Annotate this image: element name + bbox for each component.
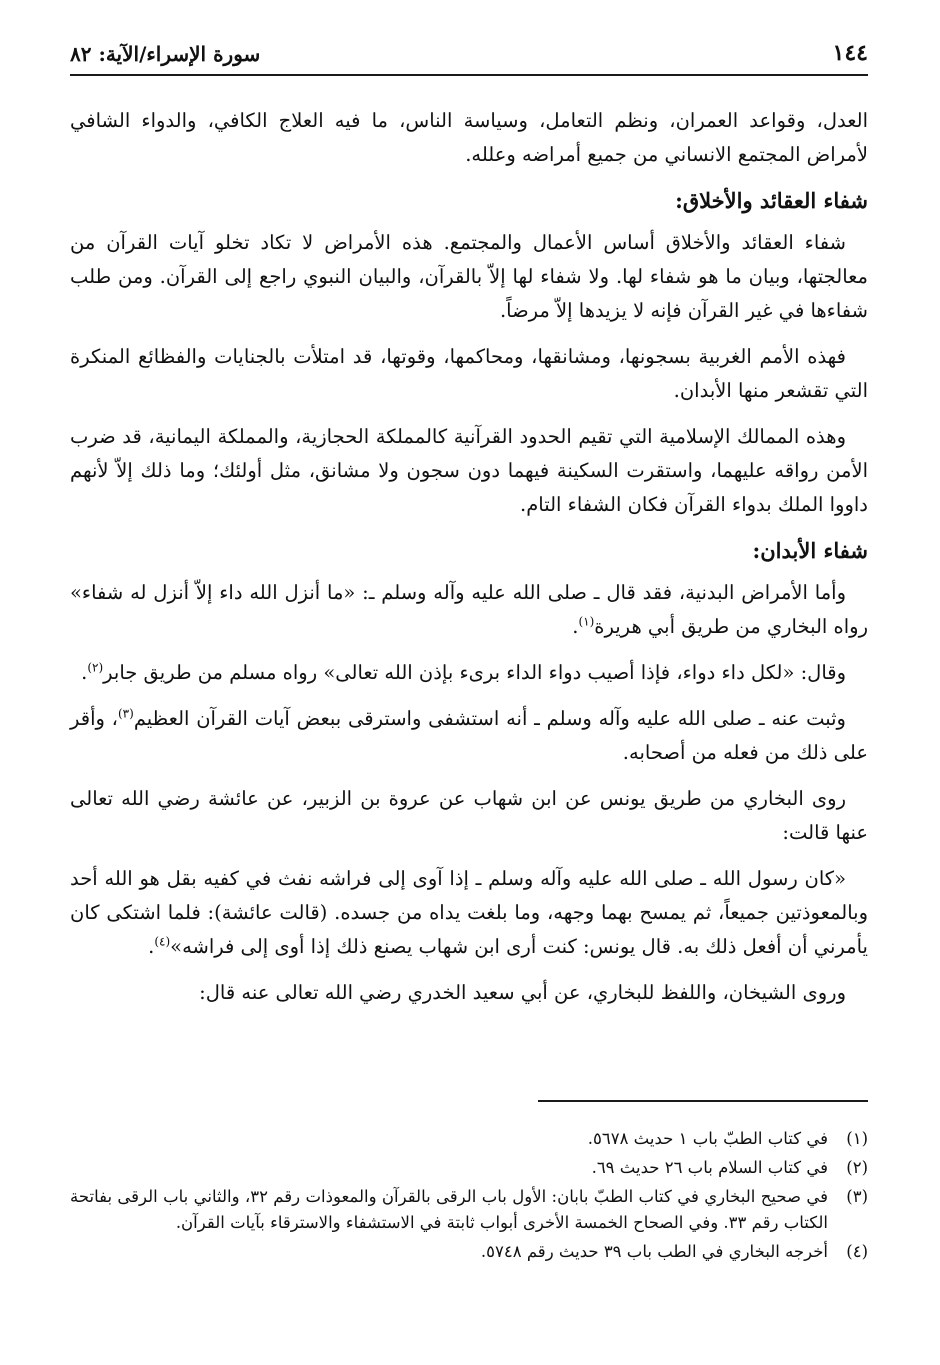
footnote-number: (١) (846, 1129, 868, 1148)
paragraph-istishfa (70, 702, 868, 770)
sentence-end: . (572, 615, 579, 638)
paragraph-aqaid: شفاء العقائد والأخلاق أساس الأعمال والمجتمع. هذه الأمراض لا تكاد تخلو آيات القرآن من معالجتها، وبيان ما هو شفاء لها. ولا شفاء لها إلاّ بالقرآن، والبيان النبوي راجع إلى القرآن. ومن طلب شفاءها في غير القرآن فإنه لا يزيدها إلاّ مرضاً. (70, 231, 868, 322)
paragraph-western-nations: فهذه الأمم الغربية بسجونها، ومشانقها، ومحاكمها، وقوتها، قد امتلأت بالجنايات والفظائع المنكرة التي تقشعر منها الأبدان. (70, 345, 868, 402)
running-title: سورة الإسراء/الآية: ٨٢ (70, 42, 261, 66)
hadith-text: وأما الأمراض البدنية، فقد قال ـ صلى الله عليه وآله وسلم ـ: «ما أنزل الله داء إلاّ أنزل له شفاء» رواه البخاري من طريق أبي هريرة (70, 581, 868, 638)
sentence-end: . (81, 661, 88, 684)
paragraph-abu-said: وروى الشيخان، واللفظ للبخاري، عن أبي سعيد الخدري رضي الله تعالى عنه قال: (199, 981, 846, 1004)
footnote-ref-3[interactable]: (٣) (117, 706, 134, 721)
footnote-divider (538, 1100, 868, 1102)
footnotes (70, 1126, 868, 1268)
footnote-text: أخرجه البخاري في الطب باب ٣٩ حديث رقم ٥٧٤٨. (480, 1242, 828, 1261)
footnote-text: في كتاب الطبّ باب ١ حديث ٥٦٧٨. (587, 1129, 828, 1148)
main-text (70, 104, 868, 1022)
footnote-item (70, 1155, 868, 1181)
footnote-item (70, 1126, 868, 1152)
hadith-text: وقال: «لكل داء دواء، فإذا أصيب دواء الداء برىء بإذن الله تعالى» رواه مسلم من طريق جابر (103, 661, 846, 684)
heading-aqaid: شفاء العقائد والأخلاق: (675, 188, 868, 213)
footnote-text: في كتاب السلام باب ٢٦ حديث ٦٩. (591, 1158, 828, 1177)
paragraph-text: وثبت عنه ـ صلى الله عليه وآله وسلم ـ أنه استشفى واسترقى ببعض آيات القرآن العظيم (133, 707, 846, 730)
paragraph-intro: العدل، وقواعد العمران، ونظم التعامل، وسياسة الناس، ما فيه العلاج الكافي، والدواء الشافي لأمراض المجتمع الانساني من جميع أمراضه وعلله. (70, 109, 868, 166)
footnote-ref-4[interactable]: (٤) (154, 934, 171, 949)
footnote-number: (٣) (846, 1187, 868, 1206)
paragraph-hadith-abu-hurayra (70, 576, 868, 644)
paragraph-bukhari-chain: روى البخاري من طريق يونس عن ابن شهاب عن عروة بن الزبير، عن عائشة رضي الله تعالى عنها قالت: (70, 787, 868, 844)
paragraph-aisha-hadith (70, 862, 868, 964)
hadith-text: «كان رسول الله ـ صلى الله عليه وآله وسلم ـ إذا آوى إلى فراشه نفث في كفيه بقل هو الله أحد وبالمعوذتين جميعاً، ثم يمسح بهما وجهه، وما بلغت يداه من جسده. (قالت عائشة): فلما اشتكى كان يأمرني أن أفعل ذلك به. قال يونس: كنت أرى ابن شهاب يصنع ذلك إذا أوى إلى فراشه» (70, 867, 868, 958)
footnote-item (70, 1184, 868, 1236)
footnote-text: في صحيح البخاري في كتاب الطبّ بابان: الأول باب الرقى بالقرآن والمعوذات رقم ٣٢، والثاني باب الرقى بفاتحة الكتاب رقم ٣٣. وفي الصحاح الخمسة الأخرى أبواب ثابتة في الاستشفاء والاسترقاء بآيات القرآن. (70, 1187, 828, 1232)
page-number: ١٤٤ (832, 40, 868, 66)
footnote-number: (٤) (846, 1242, 868, 1261)
footnote-ref-1[interactable]: (١) (578, 614, 595, 629)
footnote-ref-2[interactable]: (٢) (87, 660, 104, 675)
heading-abdan: شفاء الأبدان: (752, 538, 868, 563)
footnote-item (70, 1239, 868, 1265)
footnote-number: (٢) (846, 1158, 868, 1177)
paragraph-islamic-kingdoms: وهذه الممالك الإسلامية التي تقيم الحدود القرآنية كالمملكة الحجازية، والمملكة اليمانية، قد ضرب الأمن رواقه عليهما، واستقرت السكينة فيهما دون سجون ولا مشانق، مثل أولئك؛ وما ذلك إلاّ لأنهم داووا الملك بدواء القرآن فكان الشفاء التام. (70, 425, 868, 516)
paragraph-hadith-jabir (70, 656, 868, 690)
paragraph-text: ، وأقر على ذلك من فعله من أصحابه. (70, 707, 868, 764)
page-header (70, 38, 868, 76)
sentence-end: . (148, 935, 155, 958)
